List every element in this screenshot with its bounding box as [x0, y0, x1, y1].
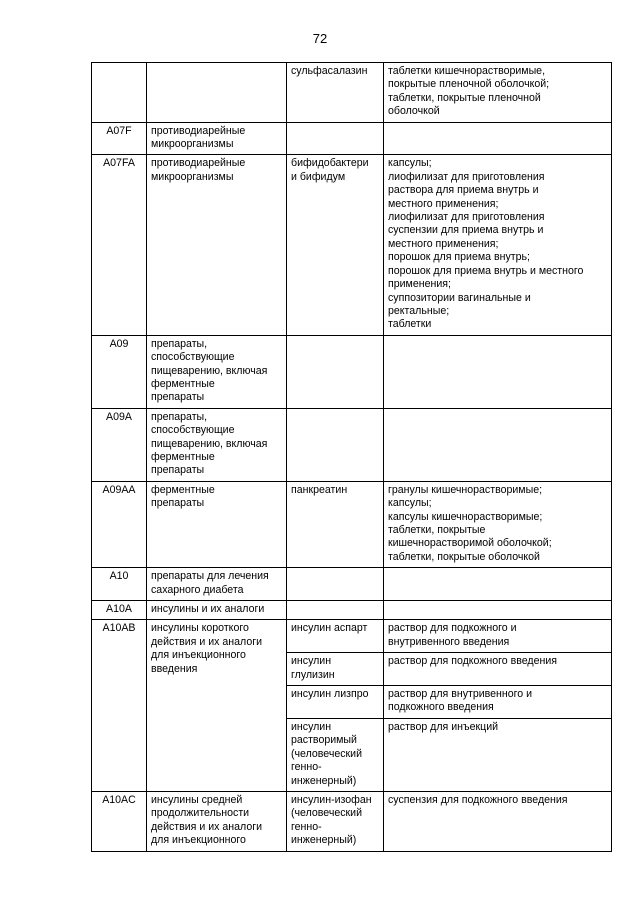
drug-name-cell-line: глулизин — [291, 668, 335, 681]
drug-name-cell-line: (человеческий — [291, 807, 363, 820]
group-name-cell-line: микроорганизмы — [151, 138, 234, 151]
dosage-forms-cell — [384, 335, 612, 408]
table-row — [92, 620, 612, 653]
group-name-cell — [147, 568, 287, 601]
drug-name-cell — [287, 718, 384, 791]
dosage-forms-cell — [384, 620, 612, 653]
dosage-forms-cell-line: применения; — [388, 278, 451, 291]
group-name-cell-line: ферментные — [151, 450, 215, 463]
table-row — [92, 601, 612, 620]
dosage-forms-cell — [384, 408, 612, 481]
group-name-cell — [147, 408, 287, 481]
drug-name-cell — [287, 568, 384, 601]
dosage-forms-cell-line: раствора для приема внутрь и — [388, 184, 539, 197]
table-row — [92, 481, 612, 567]
group-name-cell-line: ферментные — [151, 483, 215, 496]
group-name-cell-line: инсулины средней — [151, 793, 243, 806]
group-name-cell-line: для инъекционного — [151, 834, 246, 847]
drug-name-cell — [287, 653, 384, 686]
drug-name-cell-line: инженерный) — [291, 774, 357, 787]
drug-name-cell — [287, 601, 384, 620]
dosage-forms-cell-line: раствор для подкожного введения — [388, 655, 557, 668]
group-name-cell — [147, 155, 287, 335]
dosage-forms-cell-line: суспензия для подкожного введения — [388, 793, 568, 806]
drug-name-cell-line: бифидобактери — [291, 157, 369, 170]
dosage-forms-cell-line: порошок для приема внутрь и местного — [388, 264, 584, 277]
atc-code-cell: A10A — [92, 601, 147, 620]
dosage-forms-cell-line: внутривенного введения — [388, 635, 510, 648]
atc-code-cell: A10 — [92, 568, 147, 601]
group-name-cell — [147, 122, 287, 155]
dosage-forms-cell-line: лиофилизат для приготовления — [388, 170, 545, 183]
dosage-forms-cell — [384, 718, 612, 791]
atc-code-cell: A09 — [92, 335, 147, 408]
atc-code-cell — [92, 63, 147, 123]
group-name-cell-line: действия и их аналоги — [151, 635, 262, 648]
drug-name-cell — [287, 481, 384, 567]
group-name-cell-line: противодиарейные — [151, 157, 246, 170]
table-row — [92, 568, 612, 601]
dosage-forms-cell — [384, 601, 612, 620]
group-name-cell — [147, 63, 287, 123]
drug-name-cell-line: сульфасалазин — [291, 65, 368, 77]
drug-name-cell — [287, 335, 384, 408]
dosage-forms-cell-line: раствор для внутривенного и — [388, 688, 533, 701]
group-name-cell-line: препараты, — [151, 337, 208, 350]
group-name-cell — [147, 601, 287, 620]
group-name-cell-line: способствующие — [151, 424, 235, 437]
dosage-forms-cell — [384, 568, 612, 601]
dosage-forms-cell-line: покрытые пленочной оболочкой; — [388, 78, 550, 91]
table-row — [92, 122, 612, 155]
group-name-cell — [147, 791, 287, 851]
page-number: 72 — [312, 31, 328, 46]
drug-name-cell-line: и бифидум — [291, 170, 346, 183]
group-name-cell-line: продолжительности — [151, 807, 250, 820]
group-name-cell-line: действия и их аналоги — [151, 820, 262, 833]
drug-name-cell-line: генно- — [291, 820, 322, 833]
group-name-cell — [147, 481, 287, 567]
group-name-cell-line: инсулины и их аналоги — [151, 603, 265, 616]
group-name-cell-line: микроорганизмы — [151, 170, 234, 183]
table-row — [92, 63, 612, 123]
group-name-cell-line: инсулины короткого — [151, 622, 249, 635]
dosage-forms-cell-line: ректальные; — [388, 304, 450, 317]
drug-name-cell-line: инженерный) — [291, 834, 357, 847]
dosage-forms-cell — [384, 791, 612, 851]
drug-name-cell — [287, 791, 384, 851]
group-name-cell-line: сахарного диабета — [151, 583, 244, 596]
drug-name-cell — [287, 686, 384, 719]
group-name-cell-line: пищеварению, включая — [151, 437, 268, 450]
dosage-forms-cell-line: местного применения; — [388, 197, 499, 210]
table-row — [92, 335, 612, 408]
dosage-forms-cell-line: кишечнорастворимой оболочкой; — [388, 537, 552, 550]
dosage-forms-cell-line: таблетки, покрытые оболочкой — [388, 550, 540, 563]
atc-code-cell: A07FA — [92, 155, 147, 335]
dosage-forms-cell-line: таблетки, покрытые пленочной — [388, 91, 541, 104]
drug-name-cell — [287, 122, 384, 155]
dosage-forms-cell-line: капсулы; — [388, 497, 432, 510]
group-name-cell-line: препараты, — [151, 410, 208, 423]
dosage-forms-cell-line: лиофилизат для приготовления — [388, 211, 545, 224]
dosage-forms-cell — [384, 63, 612, 123]
drug-name-cell-line: генно- — [291, 761, 322, 774]
atc-code-cell: A10AB — [92, 620, 147, 791]
atc-code-cell: A09AA — [92, 481, 147, 567]
drug-name-cell-line: инсулин лизпро — [291, 688, 369, 701]
group-name-cell-line: пищеварению, включая — [151, 364, 268, 377]
dosage-forms-cell-line: таблетки, покрытые — [388, 524, 486, 536]
drug-name-cell-line: инсулин — [291, 655, 332, 668]
dosage-forms-cell-line: капсулы; — [388, 157, 432, 170]
atc-code-cell: A10AC — [92, 791, 147, 851]
drug-name-cell — [287, 408, 384, 481]
group-name-cell — [147, 620, 287, 791]
drug-name-cell-line: инсулин — [291, 720, 332, 733]
dosage-forms-cell-line: таблетки кишечнорастворимые, — [388, 65, 546, 77]
group-name-cell-line: введения — [151, 662, 198, 675]
drug-name-cell-line: панкреатин — [291, 483, 348, 496]
group-name-cell-line: препараты — [151, 391, 205, 404]
drug-name-cell-line: растворимый — [291, 734, 357, 747]
dosage-forms-cell-line: оболочкой — [388, 105, 440, 118]
table-row — [92, 791, 612, 851]
drug-name-cell — [287, 63, 384, 123]
dosage-forms-cell-line: капсулы кишечнорастворимые; — [388, 510, 543, 523]
drug-name-cell-line: инсулин-изофан — [291, 793, 372, 806]
atc-code-cell: A07F — [92, 122, 147, 155]
drug-name-cell-line: инсулин аспарт — [291, 622, 368, 635]
drug-name-cell-line: (человеческий — [291, 747, 363, 760]
dosage-forms-cell-line: подкожного введения — [388, 701, 494, 714]
dosage-forms-cell — [384, 686, 612, 719]
group-name-cell-line: препараты для лечения — [151, 570, 269, 583]
table-row — [92, 155, 612, 335]
group-name-cell-line: для инъекционного — [151, 649, 246, 662]
dosage-forms-cell-line: гранулы кишечнорастворимые; — [388, 483, 543, 496]
group-name-cell-line: противодиарейные — [151, 124, 246, 137]
table-row — [92, 408, 612, 481]
atc-code-cell: A09A — [92, 408, 147, 481]
dosage-forms-cell-line: раствор для инъекций — [388, 720, 499, 733]
dosage-forms-cell — [384, 122, 612, 155]
group-name-cell-line: препараты — [151, 464, 205, 477]
dosage-forms-cell — [384, 481, 612, 567]
drug-table — [91, 62, 612, 852]
group-name-cell-line: способствующие — [151, 351, 235, 364]
drug-name-cell — [287, 155, 384, 335]
dosage-forms-cell — [384, 155, 612, 335]
dosage-forms-cell — [384, 653, 612, 686]
group-name-cell-line: препараты — [151, 497, 205, 510]
drug-name-cell — [287, 620, 384, 653]
dosage-forms-cell-line: суспензии для приема внутрь и — [388, 224, 544, 237]
dosage-forms-cell-line: таблетки — [388, 318, 432, 331]
dosage-forms-cell-line: раствор для подкожного и — [388, 622, 517, 635]
dosage-forms-cell-line: порошок для приема внутрь; — [388, 251, 530, 264]
group-name-cell — [147, 335, 287, 408]
dosage-forms-cell-line: суппозитории вагинальные и — [388, 291, 531, 304]
dosage-forms-cell-line: местного применения; — [388, 237, 499, 250]
group-name-cell-line: ферментные — [151, 377, 215, 390]
